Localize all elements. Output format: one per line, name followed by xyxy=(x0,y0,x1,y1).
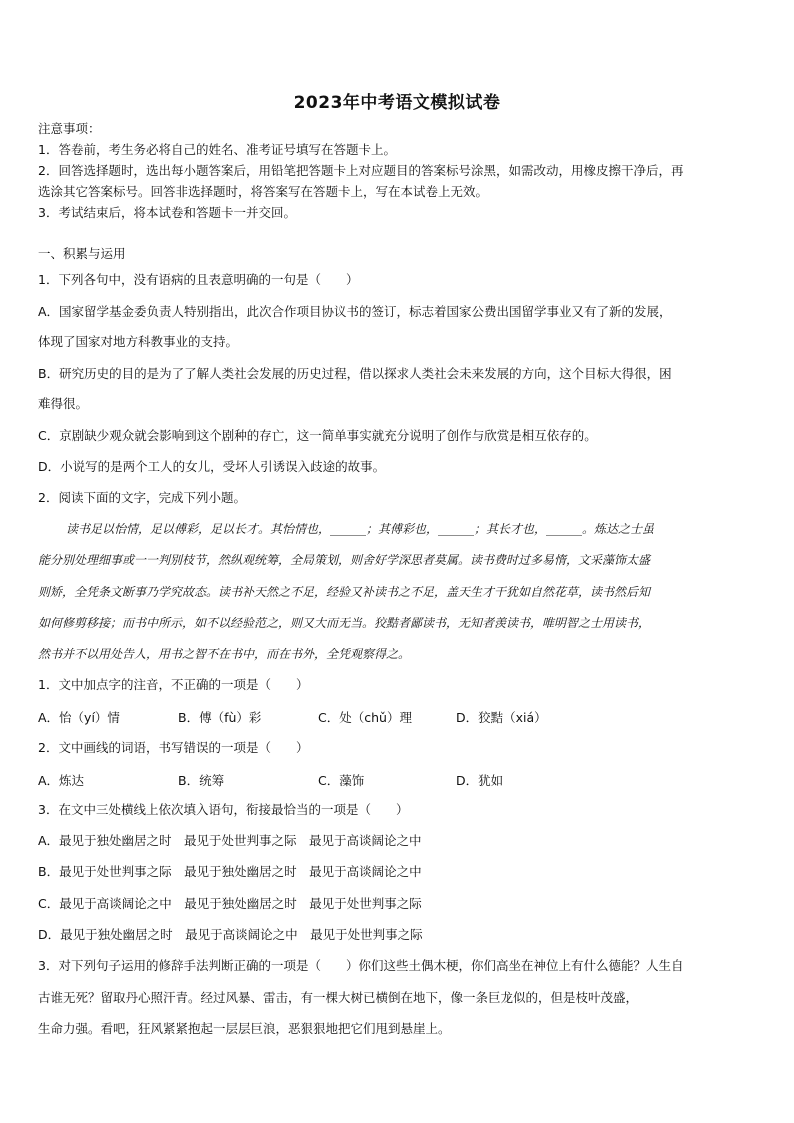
q2-sub1-stem: 1．文中加点字的注音，不正确的一项是（ ） xyxy=(38,677,309,692)
section-heading: 一、积累与运用 xyxy=(38,246,126,261)
q1-option-a-line-2: 体现了国家对地方科教事业的支持。 xyxy=(38,334,239,349)
q2-stem: 2．阅读下面的文字，完成下列小题。 xyxy=(38,490,246,505)
notice-item-3: 3．考试结束后，将本试卷和答题卡一并交回。 xyxy=(38,205,296,220)
q1-option-c: C．京剧缺少观众就会影响到这个剧种的存亡，这一简单事实就充分说明了创作与欣赏是相互依存的。 xyxy=(38,428,597,443)
q2-sub2-option-d: D．犹如 xyxy=(456,773,504,788)
notice-item-1: 1．答卷前，考生务必将自己的姓名、准考证号填写在答题卡上。 xyxy=(38,142,396,157)
q2-sub3-option-d: D．最见于独处幽居之时 最见于高谈阔论之中 最见于处世判事之际 xyxy=(38,927,423,942)
q2-sub1-option-b: B．傅（fù）彩 xyxy=(178,710,262,725)
q2-sub1-option-c: C．处（chǔ）理 xyxy=(318,710,412,725)
notice-item-2-line-2: 选涂其它答案标号。回答非选择题时，将答案写在答题卡上，写在本试卷上无效。 xyxy=(38,184,489,199)
page-title: 2023年中考语文模拟试卷 xyxy=(293,93,501,113)
q2-sub3-option-c: C．最见于高谈阔论之中 最见于独处幽居之时 最见于处世判事之际 xyxy=(38,896,422,911)
passage-line-1: 读书足以怡情，足以傅彩，足以长才。其怡情也，______；其傅彩也，______；其长才也，______。炼达之士虽 xyxy=(66,522,655,536)
notice-item-2-line-1: 2．回答选择题时，选出每小题答案后，用铅笔把答题卡上对应题目的答案标号涂黑，如需改动，用橡皮擦干净后，再 xyxy=(38,163,684,178)
q2-sub1-options xyxy=(38,708,547,726)
q2-sub2-option-b: B．统筹 xyxy=(178,773,225,788)
passage-line-3: 则矫，全凭条文断事乃学究故态。读书补天然之不足，经验又补读书之不足，盖天生才干犹如自然花草，读书然后知 xyxy=(38,585,651,599)
notice-heading: 注意事项： xyxy=(38,121,101,136)
q1-stem: 1．下列各句中，没有语病的且表意明确的一句是（ ） xyxy=(38,272,359,287)
q1-option-a-line-1: A．国家留学基金委负责人特别指出，此次合作项目协议书的签订，标志着国家公费出国留学事业又有了新的发展， xyxy=(38,304,672,319)
q2-sub2-stem: 2．文中画线的词语，书写错误的一项是（ ） xyxy=(38,740,309,755)
q2-sub2-option-c: C．藻饰 xyxy=(318,773,365,788)
passage-line-5: 然书并不以用处告人，用书之智不在书中，而在书外，全凭观察得之。 xyxy=(38,647,411,661)
q2-sub3-option-a: A．最见于独处幽居之时 最见于处世判事之际 最见于高谈阔论之中 xyxy=(38,833,422,848)
q1-option-b-line-2: 难得很。 xyxy=(38,396,89,411)
q1-option-b-line-1: B．研究历史的目的是为了了解人类社会发展的历史过程，借以探求人类社会未来发展的方向，这个目标大得很，困 xyxy=(38,366,672,381)
q2-sub3-stem: 3．在文中三处横线上依次填入语句，衔接最恰当的一项是（ ） xyxy=(38,802,409,817)
q2-sub2-options xyxy=(38,771,503,789)
q1-option-d: D．小说写的是两个工人的女儿，受坏人引诱误入歧途的故事。 xyxy=(38,459,386,474)
q3-line-3: 生命力强。看吧，狂风紧紧抱起一层层巨浪，恶狠狠地把它们甩到悬崖上。 xyxy=(38,1021,451,1036)
q3-line-1: 3．对下列句子运用的修辞手法判断正确的一项是（ ）你们这些土偶木梗，你们高坐在神位上有什么德能？人生自 xyxy=(38,958,684,973)
q2-sub1-option-d: D．狡黠（xiá） xyxy=(456,710,547,725)
q2-sub1-option-a: A．怡（yí）情 xyxy=(38,710,120,725)
passage-line-2: 能分别处理细事或一一判别枝节，然纵观统筹，全局策划，则舍好学深思者莫属。读书费时过多易惰，文采藻饰太盛 xyxy=(38,553,651,567)
q2-sub2-option-a: A．炼达 xyxy=(38,773,85,788)
q3-line-2: 古谁无死？留取丹心照汗青。经过风暴、雷击，有一棵大树已横倒在地下，像一条巨龙似的，但是枝叶茂盛， xyxy=(38,990,639,1005)
passage-line-4: 如何修剪移接；而书中所示，如不以经验范之，则又大而无当。狡黠者鄙读书，无知者羡读书，唯明智之士用读书， xyxy=(38,616,651,630)
q2-sub3-option-b: B．最见于处世判事之际 最见于独处幽居之时 最见于高谈阔论之中 xyxy=(38,864,422,879)
